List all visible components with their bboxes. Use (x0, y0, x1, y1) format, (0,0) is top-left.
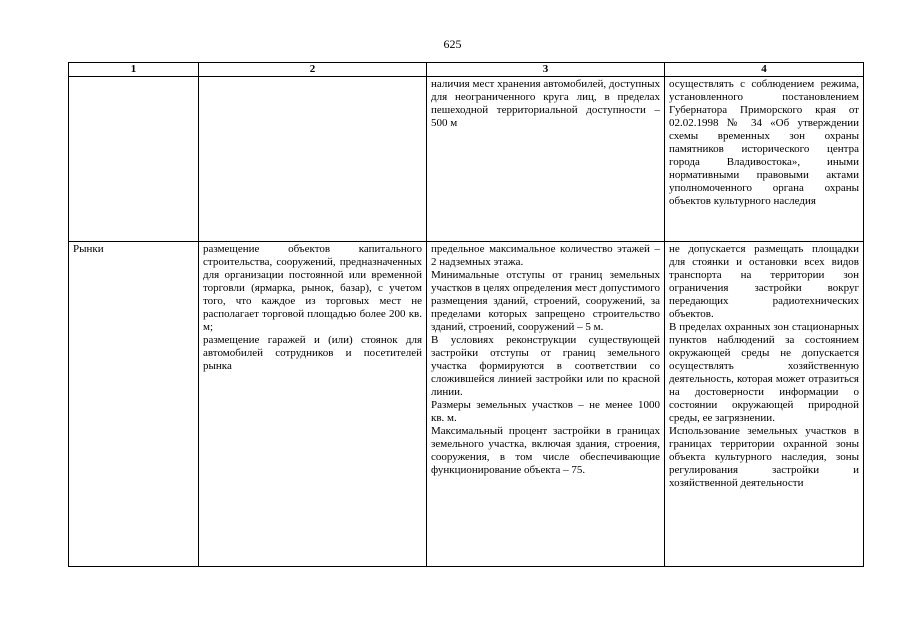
table-row (69, 77, 864, 242)
cell-paragraph: Размеры земельных участков – не менее 1000 кв. м. (431, 399, 660, 424)
document-table (68, 62, 864, 567)
cell-paragraph: размещение гаражей и (или) стоянок для автомобилей сотрудников и посетителей рынка (203, 334, 422, 372)
cell-paragraph: В пределах охранных зон стационарных пунктов наблюдений за состоянием окружающей среды не допускается осуществлять хозяйственную деятельность, которая может отразиться на достоверности информации о состоянии окружающей природной среды, ее загрязнении. (669, 321, 859, 424)
cell-paragraph: предельное максимальное количество этажей – 2 надземных этажа. (431, 243, 660, 268)
cell-paragraph: Минимальные отступы от границ земельных участков в целях определения мест допустимого размещения зданий, строений, сооружений, за пределами которых запрещено строительство зданий, строений, сооружений – 5 м. (431, 269, 660, 333)
column-header-2: 2 (199, 63, 427, 77)
page-number: 625 (443, 37, 462, 51)
cell-restrictions (665, 77, 864, 242)
cell-permitted-use (199, 242, 427, 567)
cell-paragraph: Максимальный процент застройки в границах земельного участка, включая здания, строения, сооружения, в том числе обеспечивающие функционирование объекта – 75. (431, 425, 660, 476)
cell-permitted-use (199, 77, 427, 242)
column-header-3: 3 (427, 63, 665, 77)
cell-restrictions (665, 242, 864, 567)
cell-parameters (427, 77, 665, 242)
cell-paragraph: наличия мест хранения автомобилей, доступных для неограниченного круга лиц, в пределах пешеходной территориальной доступности – 500 м (431, 78, 660, 129)
cell-use-type (69, 77, 199, 242)
cell-paragraph: не допускается размещать площадки для стоянки и остановки всех видов транспорта на территории зон ограничения застройки вокруг передающих радиотехнических объектов. (669, 243, 859, 320)
column-header-1: 1 (69, 63, 199, 77)
cell-paragraph: размещение объектов капитального строительства, сооружений, предназначенных для организации постоянной или временной торговли (ярмарка, рынок, базар), с учетом того, что каждое из торговых мест не располагает торговой площадью более 200 кв. м; (203, 243, 422, 333)
cell-paragraph: осуществлять с соблюдением режима, установленного постановлением Губернатора Приморского края от 02.02.1998 № 34 «Об утверждении схемы временных зон охраны памятников исторического центра города Владивостока», иными нормативными правовыми актами уполномоченного органа охраны объектов культурного наследия (669, 78, 859, 207)
cell-paragraph: В условиях реконструкции существующей застройки отступы от границ земельного участка формируются в соответствии со сложившейся линией застройки или по красной линии. (431, 334, 660, 398)
table-header-row (69, 63, 864, 77)
column-header-4: 4 (665, 63, 864, 77)
cell-use-type: Рынки (69, 242, 199, 567)
cell-parameters (427, 242, 665, 567)
cell-paragraph: Использование земельных участков в границах территории охранной зоны объекта культурного наследия, зоны регулирования застройки и хозяйственной деятельности (669, 425, 859, 489)
table-row (69, 242, 864, 567)
